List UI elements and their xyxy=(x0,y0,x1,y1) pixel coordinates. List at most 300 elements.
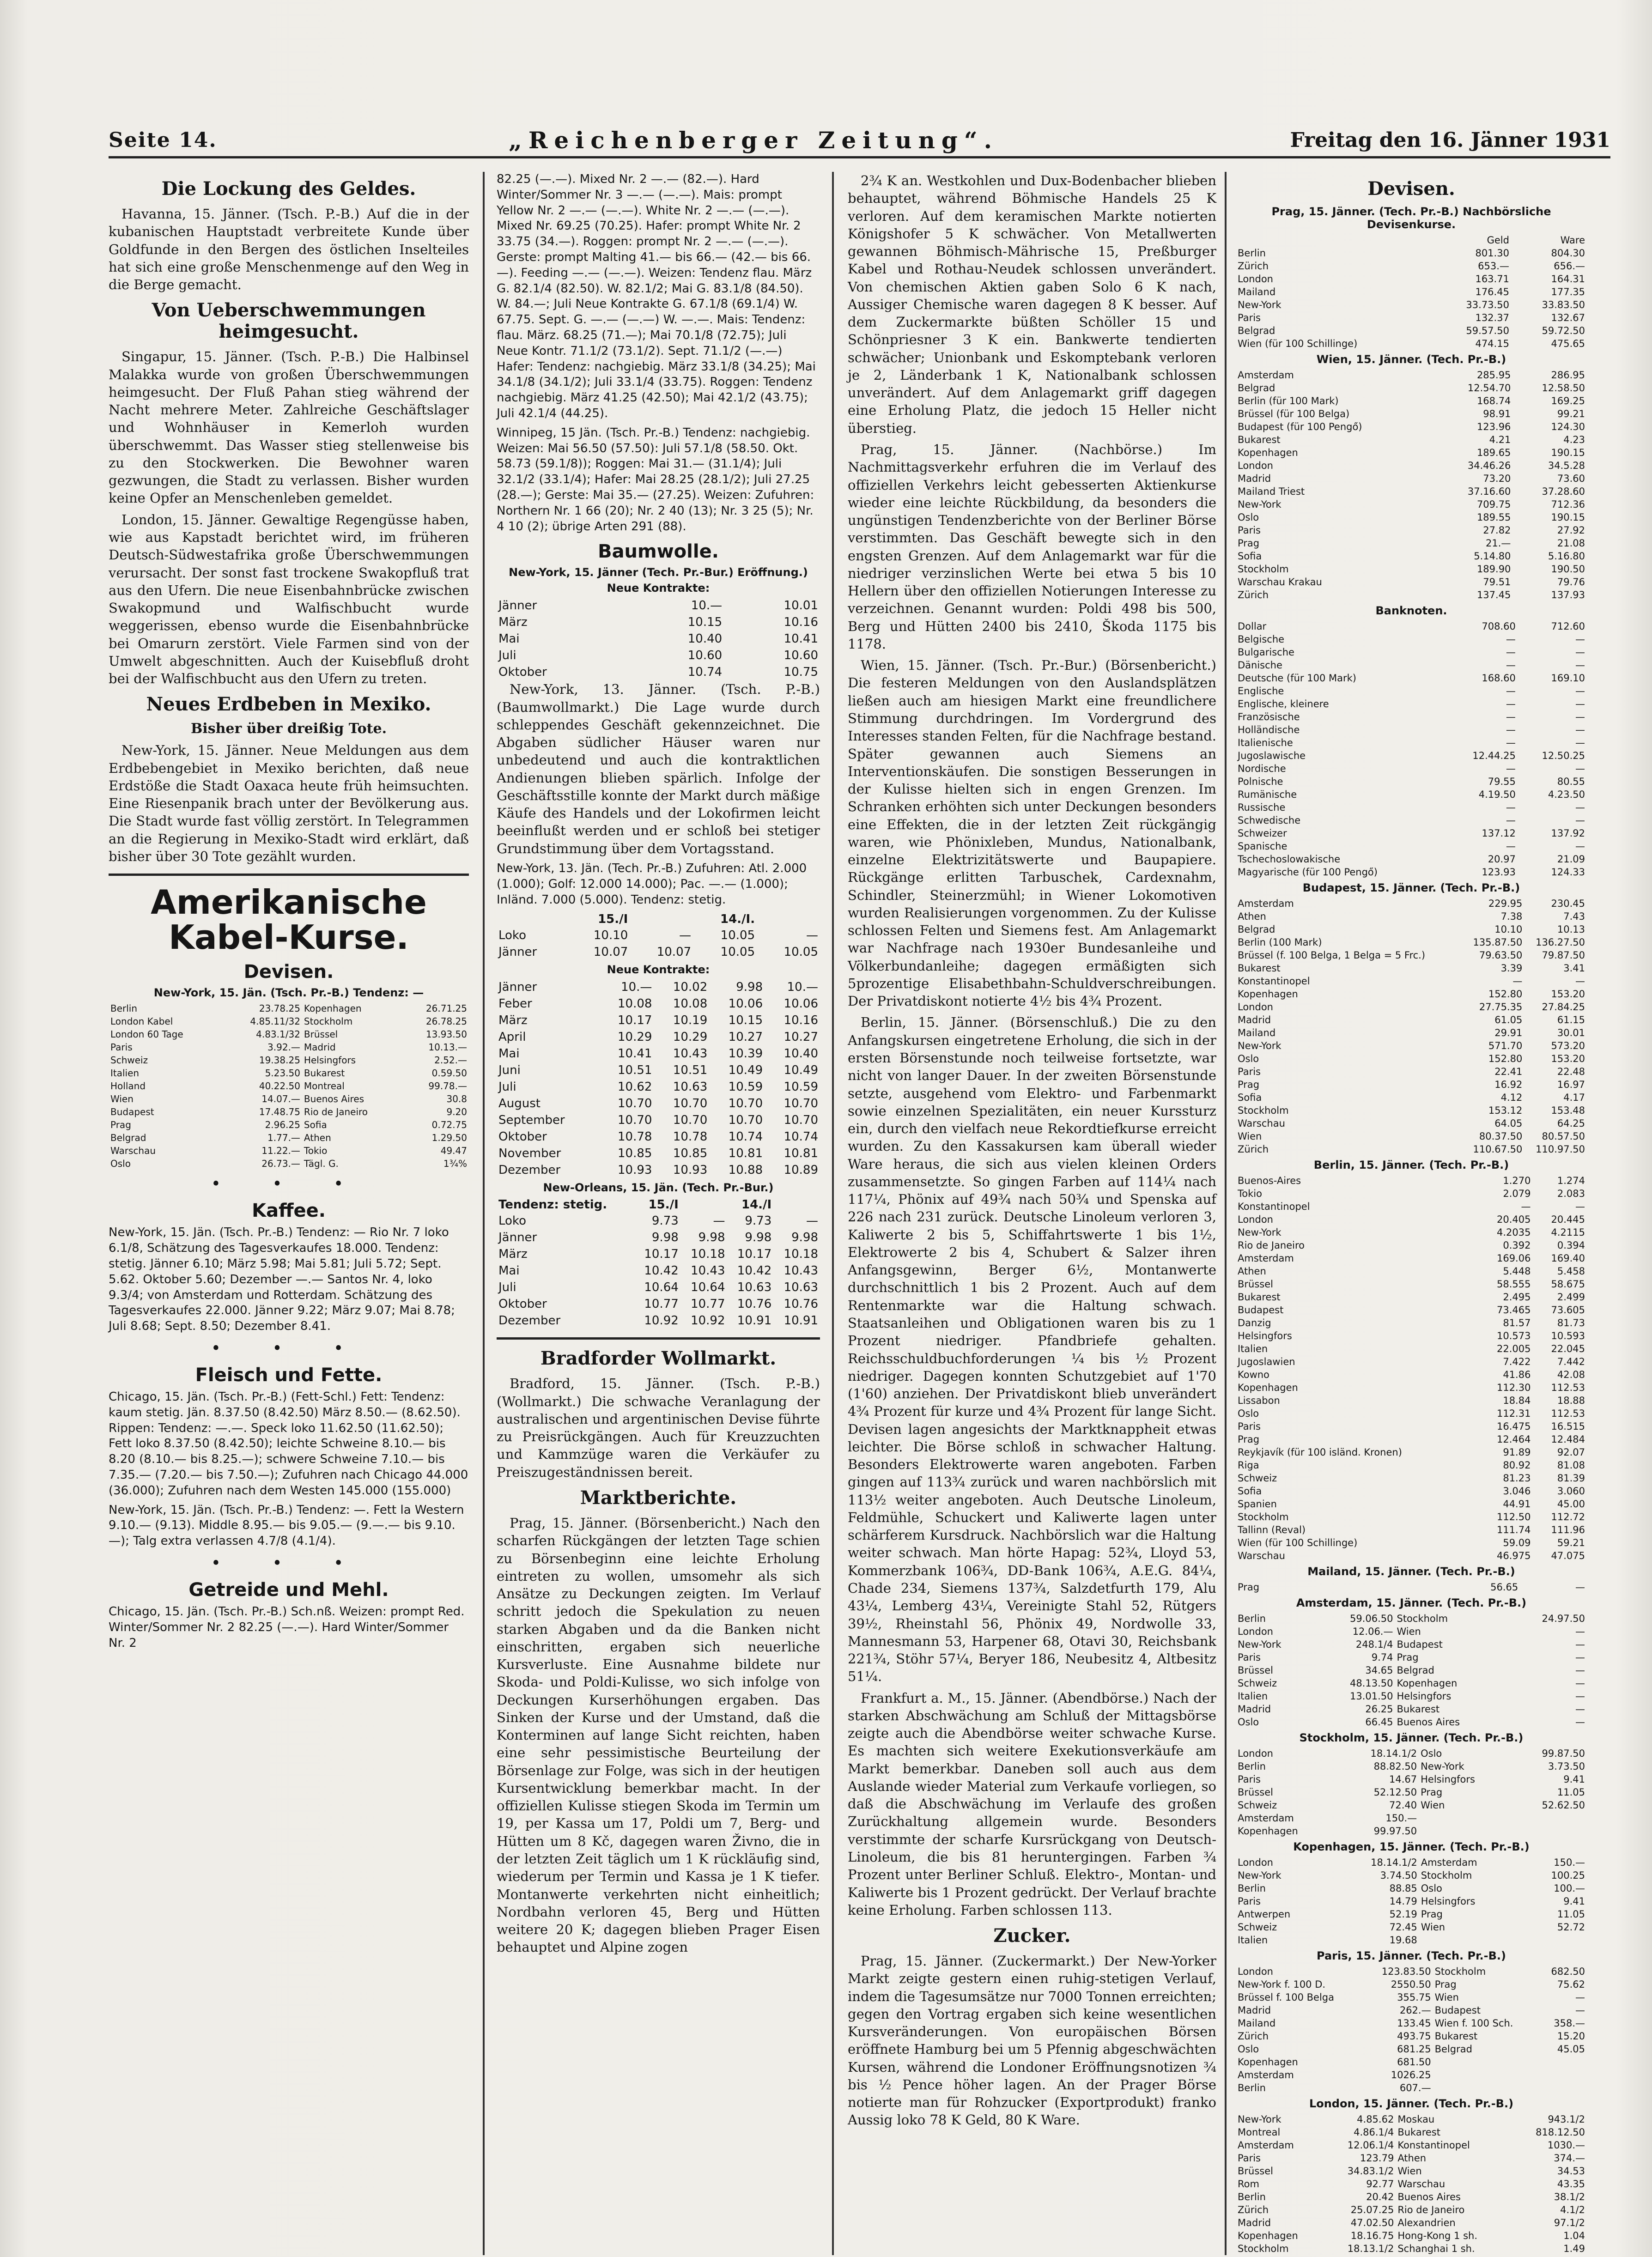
row-label: New-York xyxy=(1238,1639,1282,1650)
rate-row xyxy=(1236,285,1587,298)
row-value: 474.15 xyxy=(1475,338,1509,349)
rate-row xyxy=(1236,1368,1587,1381)
kabel-row xyxy=(109,1118,469,1131)
row-value: 10.49 xyxy=(728,1063,763,1078)
row-value: — xyxy=(713,1214,725,1228)
geld-column-header: Geld xyxy=(1487,235,1509,246)
headline-kabel: Amerikanische Kabel-Kurse. xyxy=(151,883,427,957)
row-label: Stockholm xyxy=(1238,1511,1289,1523)
row-value: 10.10 xyxy=(1494,924,1523,935)
row-value: 3.046 xyxy=(1503,1486,1531,1497)
row-label: Dänische xyxy=(1238,660,1282,671)
row-value: 59.06.50 xyxy=(1349,1613,1393,1624)
row-label: Nordische xyxy=(1238,763,1286,774)
row-value: 4.83.1/32 xyxy=(256,1029,300,1040)
row-label: Jänner xyxy=(498,599,537,613)
row-value: 709.75 xyxy=(1476,499,1511,510)
rate-row xyxy=(1236,988,1587,1001)
row-value: 10.77 xyxy=(644,1297,679,1311)
row-label: Budapest xyxy=(1397,1639,1443,1650)
row-label: Oslo xyxy=(1238,2044,1259,2055)
row-value: 10.49 xyxy=(783,1063,818,1078)
row-value: 81.23 xyxy=(1503,1473,1531,1484)
rate-row xyxy=(1236,962,1587,975)
headline-fleisch: Fleisch und Fette. xyxy=(195,1365,383,1386)
row-value: 44.91 xyxy=(1503,1499,1531,1510)
row-label: Wien xyxy=(1421,1922,1446,1933)
kopenhagen-rates xyxy=(1236,1856,1587,1947)
row-value: 21.08 xyxy=(1557,538,1585,549)
row-value: 3.73.50 xyxy=(1548,1761,1585,1772)
row-value: 176.45 xyxy=(1475,286,1509,297)
row-label: Konstantinopel xyxy=(1238,1201,1310,1212)
row-value: — xyxy=(1575,711,1585,722)
row-value: 79.55 xyxy=(1488,776,1516,787)
wien-rates xyxy=(1236,369,1587,601)
rate-row xyxy=(1236,260,1587,273)
row-value: 10.70 xyxy=(673,1113,708,1128)
rate-row xyxy=(1236,1329,1587,1342)
row-label: Italienische xyxy=(1238,737,1293,748)
row-label: Warschau xyxy=(110,1145,156,1157)
row-value: 163.71 xyxy=(1475,273,1509,285)
article-prag-boerse: Prag, 15. Jänner. (Börsenbericht.) Nach den scharfen Rückgängen der letzten Tage schien zu Börsenbeginn eine leichte Erholung eintreten zu wollen, umsomehr als sich Ansätze zu Deckungen zeigten. Im Verlauf schritt jedoch die Spekulation zu neuen starken Abgaben und da die Banken nicht einschritten, ergaben sich neuerliche Kursverluste. Eine Ausnahme bildete nur Skoda- und Poldi-Kulisse, wo sich infolge von Deckungen Kurserhöhungen ergaben. Das Sinken der Kurse und der Umstand, daß die Konterminen auf lange Sicht reichten, haben eine sehr pessimistische Beurteilung der Börsenlage zur Folge, was sich in der heutigen Kursentwicklung bemerkbar macht. In der offiziellen Kulisse stiegen Skoda im Termin um 19, per Kassa um 17, Poldi um 7, Berg- und Hütten um 8 Kč, dagegen waren Živno, die in der letzten Zeit täglich um 1 K rückläufig sind, wiederum per Termin und Kassa je 1 K tiefer. Montanwerte verkehrten nicht einheitlich; Nordbahn verloren 45, Berg und Hütten weitere 20 K; dagegen blieben Prager Eisen behauptet und Alpine zogen xyxy=(497,1515,820,1955)
row-value: 10.76 xyxy=(737,1297,772,1311)
cotton-row xyxy=(497,1029,820,1045)
row-label: Prag xyxy=(1421,1909,1443,1920)
cotton-row xyxy=(497,979,820,995)
ny-cotton-subhead: Neue Kontrakte: xyxy=(607,582,710,595)
row-value: 34.65 xyxy=(1365,1665,1393,1676)
ny-cotton-table xyxy=(497,597,820,680)
row-label xyxy=(1419,1812,1512,1825)
row-value: 10.18 xyxy=(783,1247,818,1262)
row-label: Schweiz xyxy=(1238,1922,1277,1933)
row-label: Warschau xyxy=(1238,1550,1285,1561)
row-label: London xyxy=(1238,1626,1273,1637)
row-value: 0.392 xyxy=(1503,1240,1531,1251)
row-value: 21.— xyxy=(1486,538,1511,549)
rate-row xyxy=(1236,1252,1587,1265)
row-label: Jugoslawien xyxy=(1238,1356,1295,1367)
rate-row xyxy=(1236,1213,1587,1226)
row-value: 286.95 xyxy=(1551,370,1585,381)
mailand-rates xyxy=(1236,1581,1587,1594)
row-value: 10.70 xyxy=(617,1097,652,1111)
row-value: 12.58.50 xyxy=(1542,382,1585,394)
column-3-text xyxy=(848,172,1227,2255)
row-label: Bukarest xyxy=(1238,434,1281,445)
row-value: 168.74 xyxy=(1476,395,1511,407)
row-value: 59.57.50 xyxy=(1466,325,1509,336)
row-label: Stockholm xyxy=(1238,564,1289,575)
row-value: 59.09 xyxy=(1503,1537,1531,1548)
rate-row xyxy=(1236,685,1587,698)
row-value: 5.16.80 xyxy=(1548,551,1585,562)
row-value: 123.93 xyxy=(1482,867,1516,878)
row-value: 81.39 xyxy=(1557,1473,1585,1484)
new-orleans-source: New-Orleans, 15. Jän. (Tech. Pr.-Bur.) xyxy=(543,1181,774,1195)
ware-column-header: Ware xyxy=(1560,235,1585,246)
row-value: 45.05 xyxy=(1557,2044,1585,2055)
row-value: 10.42 xyxy=(644,1264,679,1278)
row-value: 7.442 xyxy=(1557,1356,1585,1367)
row-label: Italien xyxy=(110,1068,140,1079)
row-value: 4.85.11/32 xyxy=(250,1016,300,1027)
row-label: Belgrad xyxy=(1434,2044,1472,2055)
row-label: Französische xyxy=(1238,711,1300,722)
row-value: 10.70 xyxy=(783,1113,818,1128)
row-value: 112.30 xyxy=(1496,1382,1531,1393)
row-value: — xyxy=(1575,634,1585,645)
article-frankfurt: Frankfurt a. M., 15. Jänner. (Abendbörse.) Nach der starken Abschwächung am Schluß der Mittagsbörse zeigte auch die Abendbörse weiter schwache Kurse. Es machten sich weitere Exekutionsverkäufe am Markt bemerkbar. Daneben soll auch aus dem Auslande wieder Material zum Verkaufe vorliegen, so daß die Abschwächung im Verlaufe des großen Zurückhaltung allgemein wurde. Besonders verstimmte der scharfe Kursrückgang von Deutsch-Linoleum, die bis 81 heruntergingen. Farben ¾ Prozent unter Berliner Schluß. Elektro-, Montan- und Kaliwerte bis 1 Prozent gedrückt. Der Verlauf brachte keine Erholung. Farben schlossen 113. xyxy=(848,1690,1216,1918)
row-label: Rumänische xyxy=(1238,789,1297,800)
row-label: Stockholm xyxy=(1397,1613,1448,1624)
row-label: Belgrad xyxy=(110,1132,146,1144)
row-label: New-York xyxy=(1238,2114,1282,2125)
row-label: Rio de Janeiro xyxy=(1397,2204,1465,2215)
row-value: 88.85 xyxy=(1389,1883,1417,1894)
row-value: 10.59 xyxy=(728,1080,763,1094)
row-label: Warschau xyxy=(1238,1118,1285,1129)
row-value: 56.65 xyxy=(1490,1582,1518,1593)
row-value: 99.78.— xyxy=(428,1080,467,1092)
row-value: 4.2035 xyxy=(1496,1227,1531,1238)
row-label: Prag xyxy=(1238,1434,1260,1445)
rate-row xyxy=(1236,1001,1587,1013)
row-label: Spanien xyxy=(1238,1499,1277,1510)
paris-rates xyxy=(1236,1965,1587,2094)
row-value: 493.75 xyxy=(1397,2031,1431,2042)
row-value: 10.88 xyxy=(728,1163,763,1177)
row-value: 10.77 xyxy=(691,1297,725,1311)
cotton-row xyxy=(497,1012,820,1029)
rate-row xyxy=(1236,1549,1587,1562)
row-label: Madrid xyxy=(1238,1014,1271,1025)
row-value: 656.— xyxy=(1554,261,1585,272)
row-value: — xyxy=(1575,815,1585,826)
rate-row xyxy=(1236,2216,1587,2229)
row-value: 681.50 xyxy=(1397,2057,1431,2068)
berlin-rates xyxy=(1236,1174,1587,1562)
row-value: 13.93.50 xyxy=(425,1029,467,1040)
row-value: 19.68 xyxy=(1389,1935,1417,1946)
row-value: 79.87.50 xyxy=(1542,950,1585,961)
row-value: 16.475 xyxy=(1496,1421,1531,1432)
row-value: 112.53 xyxy=(1551,1382,1585,1393)
row-value: 5.458 xyxy=(1557,1266,1585,1277)
columns xyxy=(109,172,1610,2254)
cotton-row xyxy=(497,664,820,680)
row-value: 1¾% xyxy=(443,1158,467,1170)
rate-row xyxy=(1236,949,1587,962)
row-value: 112.53 xyxy=(1551,1408,1585,1419)
row-label: Buenos Aires xyxy=(1397,1717,1460,1728)
row-label: Amsterdam xyxy=(1421,1857,1477,1868)
row-value: 52.12.50 xyxy=(1373,1787,1417,1798)
row-value: 33.73.50 xyxy=(1466,299,1509,310)
row-value: 22.005 xyxy=(1496,1343,1531,1354)
row-value: 2.079 xyxy=(1503,1188,1531,1199)
rate-row xyxy=(1236,1342,1587,1355)
row-value: — xyxy=(1506,698,1516,710)
prag-rates xyxy=(1236,234,1587,350)
row-value: 152.80 xyxy=(1488,1053,1523,1064)
row-value: 4.85.62 xyxy=(1357,2114,1394,2125)
section-rule xyxy=(497,1337,820,1340)
row-value: 16.515 xyxy=(1551,1421,1585,1432)
row-label: Madrid xyxy=(304,1042,336,1053)
row-value: 47.02.50 xyxy=(1350,2217,1394,2228)
row-value: 22.045 xyxy=(1551,1343,1585,1354)
ny-cotton-table-2 xyxy=(497,911,820,960)
row-label: London xyxy=(1238,1857,1273,1868)
row-value: 10.91 xyxy=(737,1314,772,1328)
rate-row xyxy=(1236,311,1587,324)
row-value: 112.72 xyxy=(1551,1511,1585,1523)
rate-row xyxy=(1236,1459,1587,1472)
row-label: Jänner xyxy=(498,980,537,995)
row-value: 10.07 xyxy=(593,945,628,959)
rate-row xyxy=(1236,1812,1587,1825)
row-value: 48.13.50 xyxy=(1349,1678,1393,1689)
cotton-row xyxy=(497,1128,820,1145)
row-label: New-York xyxy=(1238,499,1282,510)
row-value: 0.394 xyxy=(1557,1240,1585,1251)
row-label: Berlin xyxy=(110,1003,138,1014)
rate-row xyxy=(1236,2229,1587,2242)
rate-row xyxy=(1236,2004,1587,2017)
row-value: 33.83.50 xyxy=(1542,299,1585,310)
row-value: 61.05 xyxy=(1494,1014,1523,1025)
row-value: 10.91 xyxy=(783,1314,818,1328)
row-value: 10.05 xyxy=(783,945,818,959)
row-value: 132.37 xyxy=(1475,312,1509,323)
row-label: Schweiz xyxy=(1238,1678,1277,1689)
cotton-row xyxy=(497,1312,820,1329)
row-value: 81.08 xyxy=(1557,1460,1585,1471)
row-value: — xyxy=(1575,737,1585,748)
row-value: 16.92 xyxy=(1494,1079,1523,1090)
row-label: Stockholm xyxy=(1434,1966,1486,1977)
row-value: 59.21 xyxy=(1557,1537,1585,1548)
rate-row xyxy=(1236,1130,1587,1143)
row-label: Italien xyxy=(1238,1691,1268,1702)
row-value: 12.06.1/4 xyxy=(1347,2140,1394,2151)
row-label: Antwerpen xyxy=(1238,1909,1291,1920)
row-label: New-York xyxy=(1421,1761,1464,1772)
row-label: Belgische xyxy=(1238,634,1285,645)
rate-row xyxy=(1236,1200,1587,1213)
rate-row xyxy=(1236,1677,1587,1690)
row-label: Buenos-Aires xyxy=(1238,1175,1301,1186)
row-value: 26.71.25 xyxy=(425,1003,467,1014)
row-value: 4.2115 xyxy=(1551,1227,1585,1238)
newspaper-title: „Reichenberger Zeitung“. xyxy=(509,126,999,154)
row-value: 10.16 xyxy=(783,1013,818,1028)
row-value: 80.55 xyxy=(1557,776,1585,787)
row-value: 34.5.28 xyxy=(1548,460,1585,471)
rate-row xyxy=(1236,2030,1587,2043)
row-value: 10.64 xyxy=(691,1280,725,1295)
row-label: Kopenhagen xyxy=(1238,2230,1298,2241)
row-value: 262.— xyxy=(1399,2005,1431,2016)
cotton-head-row xyxy=(497,911,820,927)
row-label: Brüssel (f. 100 Belga, 1 Belga = 5 Frc.) xyxy=(1238,950,1426,961)
row-value: 5.14.80 xyxy=(1474,551,1511,562)
row-label: Wien xyxy=(1238,1131,1262,1142)
row-label: Athen xyxy=(1238,1266,1266,1277)
row-label: Wien (für 100 Schillinge) xyxy=(1238,338,1358,349)
rate-row xyxy=(1236,1760,1587,1773)
row-value: 190.50 xyxy=(1551,564,1585,575)
row-value: 30.01 xyxy=(1557,1027,1585,1038)
rate-row xyxy=(1236,1908,1587,1921)
rate-row xyxy=(1236,1407,1587,1420)
row-value: 99.87.50 xyxy=(1542,1748,1585,1759)
row-value: 10.17 xyxy=(644,1247,679,1262)
row-value: — xyxy=(1575,1717,1585,1728)
row-label: Hong-Kong 1 sh. xyxy=(1397,2230,1478,2241)
row-label: Helsingfors xyxy=(1421,1896,1476,1907)
rate-row xyxy=(1236,1104,1587,1117)
rate-row xyxy=(1236,589,1587,601)
row-value: 110.67.50 xyxy=(1473,1144,1523,1155)
cotton-row xyxy=(497,1262,820,1279)
row-value: 135.87.50 xyxy=(1473,937,1523,948)
row-label: Mailand xyxy=(1238,2018,1276,2029)
row-value: 5.448 xyxy=(1503,1266,1531,1277)
row-value: 10.15 xyxy=(728,1013,763,1028)
row-value: 10.40 xyxy=(783,1047,818,1061)
row-value: 10.42 xyxy=(737,1264,772,1278)
row-label: Buenos Aires xyxy=(304,1093,364,1105)
row-value: 10.08 xyxy=(673,997,708,1011)
row-value: 573.20 xyxy=(1551,1040,1585,1051)
row-value: 73.605 xyxy=(1551,1304,1585,1316)
row-value: — xyxy=(1506,737,1516,748)
row-value xyxy=(1522,1934,1587,1947)
row-label: Belgrad xyxy=(1238,924,1275,935)
row-label: Budapest xyxy=(110,1106,154,1118)
row-label: Wien xyxy=(1421,1800,1445,1811)
row-value: 10.43 xyxy=(783,1264,818,1278)
row-value: 10.70 xyxy=(617,1113,652,1128)
row-value: 52.72 xyxy=(1557,1922,1585,1933)
row-value: 10.29 xyxy=(673,1030,708,1044)
row-value: 3.74.50 xyxy=(1380,1870,1417,1881)
rate-row xyxy=(1236,2081,1587,2094)
row-value: 9.98 xyxy=(736,980,763,995)
row-label: Belgrad xyxy=(1238,382,1275,394)
row-value: 64.25 xyxy=(1557,1118,1585,1129)
cotton-row xyxy=(497,995,820,1012)
row-label xyxy=(1433,2056,1539,2069)
row-label: Sofia xyxy=(1238,551,1262,562)
row-label: Kopenhagen xyxy=(1238,447,1298,458)
row-value: 88.82.50 xyxy=(1373,1761,1417,1772)
row-value: 10.76 xyxy=(783,1297,818,1311)
row-label: Athen xyxy=(304,1132,331,1144)
row-value: 3.39 xyxy=(1500,963,1523,974)
row-value: — xyxy=(1575,724,1585,735)
row-value: 153.20 xyxy=(1551,1053,1585,1064)
row-value: 20.42 xyxy=(1366,2191,1394,2202)
row-value: 248.1/4 xyxy=(1355,1639,1393,1650)
row-label: Amsterdam xyxy=(1238,2069,1294,2081)
row-label: New-York f. 100 D. xyxy=(1238,1979,1326,1990)
row-label: Amsterdam xyxy=(1238,1253,1294,1264)
rate-row xyxy=(1236,923,1587,936)
row-label: London Kabel xyxy=(110,1016,173,1027)
rate-row xyxy=(1236,1523,1587,1536)
headline-marktberichte: Marktberichte. xyxy=(580,1486,737,1509)
row-value: 14.79 xyxy=(1389,1896,1417,1907)
rate-row xyxy=(1236,1716,1587,1729)
row-value: 169.40 xyxy=(1551,1253,1585,1264)
row-value: 285.95 xyxy=(1476,370,1511,381)
row-value: 10.62 xyxy=(617,1080,652,1094)
paris-source: Paris, 15. Jänner. (Tech. Pr.-B.) xyxy=(1317,1949,1506,1962)
rate-row xyxy=(1236,672,1587,685)
row-value: 81.57 xyxy=(1503,1317,1531,1329)
row-value: — xyxy=(1506,802,1516,813)
row-value: 52.62.50 xyxy=(1542,1800,1585,1811)
row-value: — xyxy=(1506,647,1516,658)
row-value: 15./I xyxy=(648,1198,679,1212)
rate-row xyxy=(1236,1869,1587,1882)
row-value: 14.67 xyxy=(1389,1774,1417,1785)
row-value: 9.73 xyxy=(745,1214,772,1228)
row-label: London xyxy=(1238,1214,1273,1225)
row-label: Mailand xyxy=(1238,286,1276,297)
row-value: 72.45 xyxy=(1389,1922,1417,1933)
banknoten-rates xyxy=(1236,620,1587,879)
row-label: Berlin (für 100 Mark) xyxy=(1238,395,1339,407)
report-getreide: Chicago, 15. Jän. (Tsch. Pr.-B.) Sch.nß. Weizen: prompt Red. Winter/Sommer Nr. 2 82.25 (—.—). Hard Winter/Sommer Nr. 2 xyxy=(109,1604,465,1650)
rate-row xyxy=(1236,576,1587,589)
row-label: Amsterdam xyxy=(1238,2140,1294,2151)
rate-row xyxy=(1236,910,1587,923)
row-label: Oslo xyxy=(110,1158,131,1170)
row-value: — xyxy=(1575,647,1585,658)
rate-row xyxy=(1236,1921,1587,1934)
headline-flood: Von Ueberschwemmungen heimgesucht. xyxy=(152,299,426,343)
row-label: Schweizer xyxy=(1238,828,1287,839)
article-gold: Havanna, 15. Jänner. (Tsch. P.-B.) Auf die in der kubanischen Hauptstadt verbreitete Kunde über Goldfunde in den Bergen des östlichen Inselteiles hat sich eine große Menschenmenge auf den Weg in die Berge gemacht. xyxy=(109,206,469,293)
row-value: 26.78.25 xyxy=(425,1016,467,1027)
rate-row xyxy=(1236,324,1587,337)
rate-row xyxy=(1236,1978,1587,1991)
row-value: 15.20 xyxy=(1557,2031,1585,2042)
rate-row xyxy=(1236,659,1587,672)
row-value: 72.40 xyxy=(1389,1800,1417,1811)
row-label: Deutsche (für 100 Mark) xyxy=(1238,673,1356,684)
row-value: 10.— xyxy=(691,599,723,613)
row-value: 13.01.50 xyxy=(1349,1691,1393,1702)
rate-row xyxy=(1236,1747,1587,1760)
row-value: 10.81 xyxy=(783,1147,818,1161)
rate-row xyxy=(1236,827,1587,840)
kabel-row xyxy=(109,1080,469,1092)
row-value: — xyxy=(1575,1652,1585,1663)
row-value: 10.29 xyxy=(617,1030,652,1044)
rate-row xyxy=(1236,975,1587,988)
wien-source: Wien, 15. Jänner. (Tech. Pr.-B.) xyxy=(1316,353,1506,366)
row-label: Italien xyxy=(1238,1343,1268,1354)
row-label: Bukarest xyxy=(1397,2127,1440,2138)
row-value: — xyxy=(1575,1639,1585,1650)
